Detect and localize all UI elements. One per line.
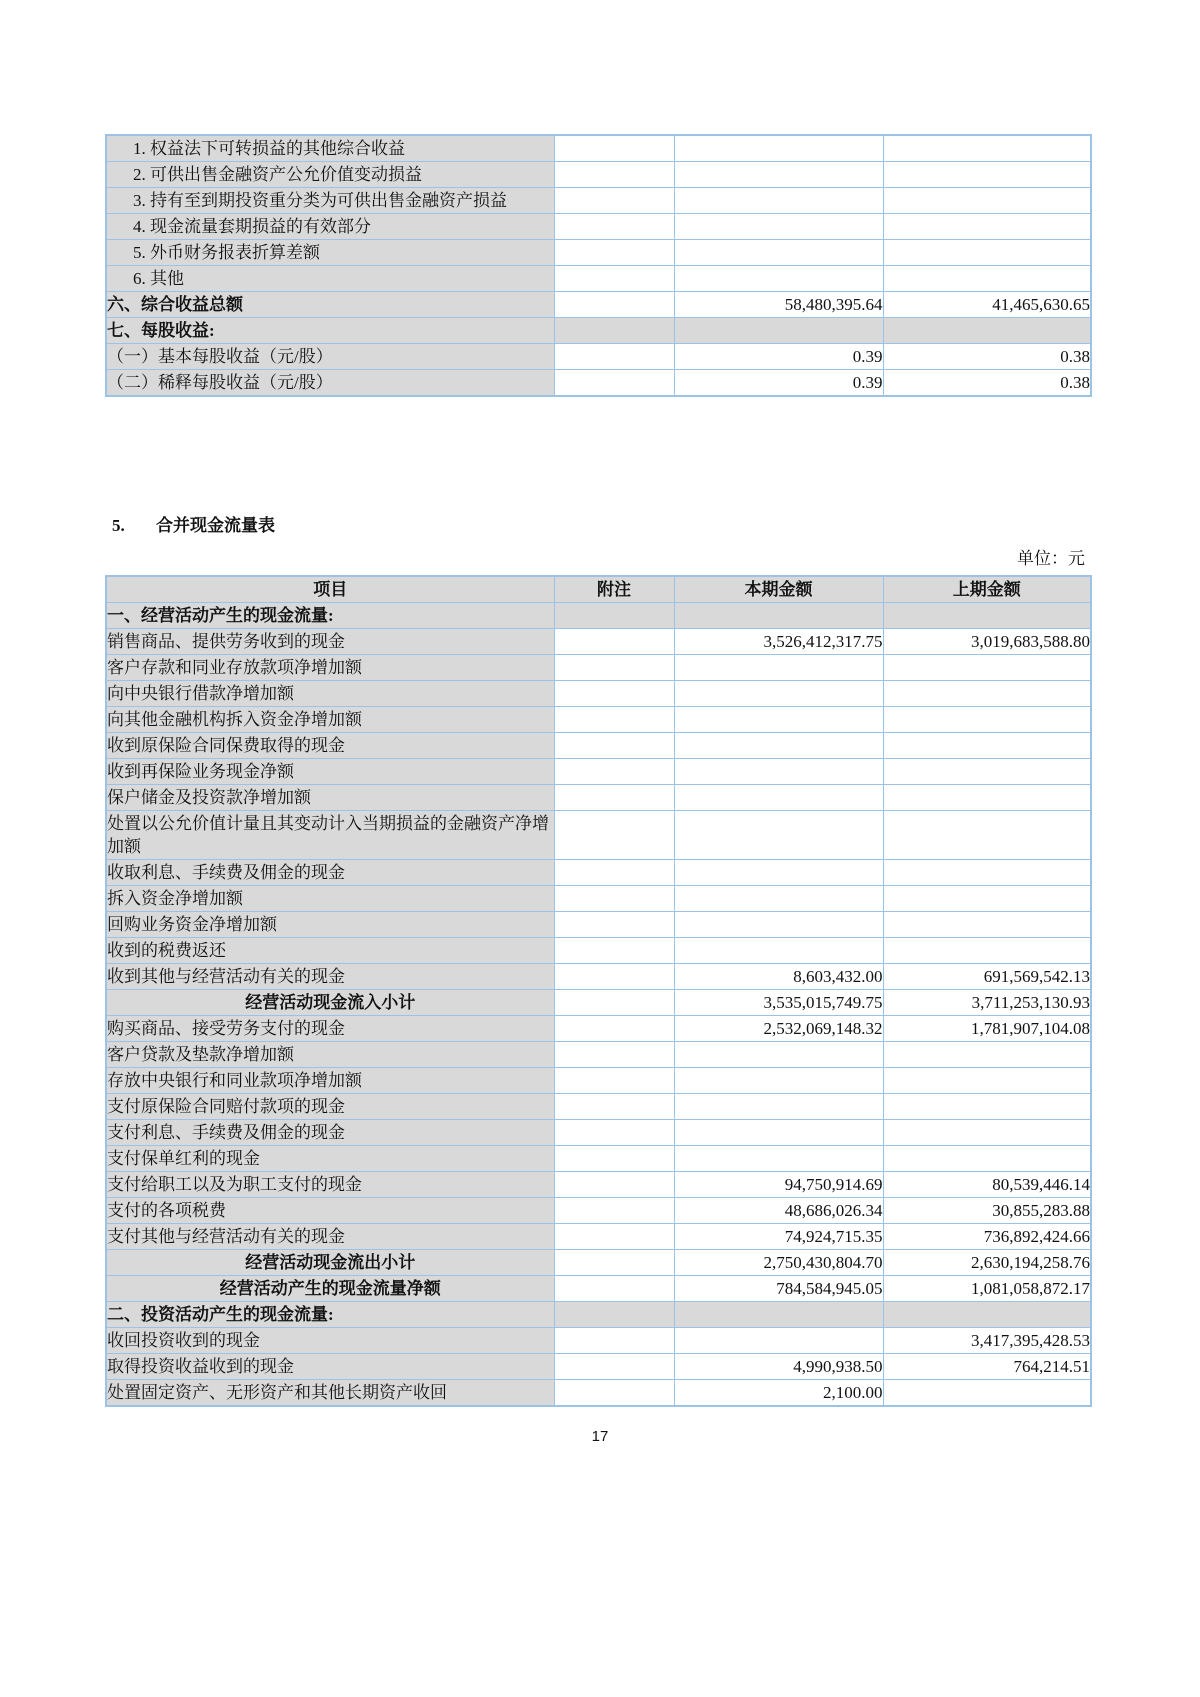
table-row — [106, 292, 1091, 318]
cell-current — [674, 135, 883, 162]
cell-note — [554, 733, 674, 759]
cell-note — [554, 162, 674, 188]
cell-note — [554, 603, 674, 629]
cell-label: 二、投资活动产生的现金流量: — [106, 1302, 554, 1328]
cell-note — [554, 1016, 674, 1042]
cell-note — [554, 912, 674, 938]
cell-prior — [883, 759, 1091, 785]
cell-current — [674, 886, 883, 912]
cell-current: 74,924,715.35 — [674, 1224, 883, 1250]
table-row — [106, 1198, 1091, 1224]
cell-current — [674, 681, 883, 707]
cell-prior: 0.38 — [883, 344, 1091, 370]
cell-current: 2,100.00 — [674, 1380, 883, 1407]
section-title-text: 合并现金流量表 — [156, 516, 275, 535]
cell-current — [674, 811, 883, 860]
cell-current — [674, 733, 883, 759]
cell-note — [554, 964, 674, 990]
cell-note — [554, 1250, 674, 1276]
cell-note — [554, 266, 674, 292]
cell-label: 处置固定资产、无形资产和其他长期资产收回 — [106, 1380, 554, 1407]
table-row — [106, 1172, 1091, 1198]
cell-prior — [883, 603, 1091, 629]
cell-note — [554, 886, 674, 912]
cell-current — [674, 860, 883, 886]
cell-prior — [883, 811, 1091, 860]
table-row — [106, 990, 1091, 1016]
cell-current — [674, 162, 883, 188]
cell-current — [674, 1120, 883, 1146]
table-row — [106, 162, 1091, 188]
cell-label: 4. 现金流量套期损益的有效部分 — [106, 214, 554, 240]
table-row — [106, 1328, 1091, 1354]
cell-current — [674, 785, 883, 811]
cell-current: 48,686,026.34 — [674, 1198, 883, 1224]
cell-note — [554, 1328, 674, 1354]
cell-prior — [883, 912, 1091, 938]
cell-prior — [883, 266, 1091, 292]
cell-prior — [883, 785, 1091, 811]
table-row — [106, 1276, 1091, 1302]
cell-label: 支付利息、手续费及佣金的现金 — [106, 1120, 554, 1146]
cell-note — [554, 1276, 674, 1302]
table-row — [106, 240, 1091, 266]
cell-current — [674, 240, 883, 266]
cell-current: 58,480,395.64 — [674, 292, 883, 318]
cell-label: 取得投资收益收到的现金 — [106, 1354, 554, 1380]
cell-label: 客户存款和同业存放款项净增加额 — [106, 655, 554, 681]
cell-prior — [883, 681, 1091, 707]
table-row — [106, 1016, 1091, 1042]
cell-prior: 0.38 — [883, 370, 1091, 397]
cell-label: 支付原保险合同赔付款项的现金 — [106, 1094, 554, 1120]
cell-prior — [883, 938, 1091, 964]
cell-note — [554, 785, 674, 811]
cell-prior: 3,711,253,130.93 — [883, 990, 1091, 1016]
cell-label: 2. 可供出售金融资产公允价值变动损益 — [106, 162, 554, 188]
table-row — [106, 759, 1091, 785]
table-row — [106, 1354, 1091, 1380]
cell-note — [554, 1224, 674, 1250]
column-header-current: 本期金额 — [674, 576, 883, 603]
cell-note — [554, 681, 674, 707]
cell-label: 3. 持有至到期投资重分类为可供出售金融资产损益 — [106, 188, 554, 214]
cell-prior: 3,019,683,588.80 — [883, 629, 1091, 655]
table-row — [106, 964, 1091, 990]
cell-label: 向其他金融机构拆入资金净增加额 — [106, 707, 554, 733]
cell-prior — [883, 318, 1091, 344]
table-row — [106, 860, 1091, 886]
cell-label: 一、经营活动产生的现金流量: — [106, 603, 554, 629]
cell-note — [554, 860, 674, 886]
cell-current — [674, 1328, 883, 1354]
cell-current — [674, 912, 883, 938]
cell-label: 客户贷款及垫款净增加额 — [106, 1042, 554, 1068]
cell-label: 6. 其他 — [106, 266, 554, 292]
cell-prior — [883, 707, 1091, 733]
cell-current — [674, 1302, 883, 1328]
table-row — [106, 912, 1091, 938]
cell-prior — [883, 886, 1091, 912]
column-header-note: 附注 — [554, 576, 674, 603]
income-statement-table-wrap — [105, 134, 1092, 397]
cell-current: 8,603,432.00 — [674, 964, 883, 990]
cell-current: 3,526,412,317.75 — [674, 629, 883, 655]
cell-label: 支付给职工以及为职工支付的现金 — [106, 1172, 554, 1198]
cell-prior — [883, 188, 1091, 214]
table-row — [106, 655, 1091, 681]
table-row — [106, 603, 1091, 629]
cell-note — [554, 135, 674, 162]
cell-label: 七、每股收益: — [106, 318, 554, 344]
unit-label: 单位：元 — [1017, 549, 1085, 568]
table-row — [106, 886, 1091, 912]
cell-note — [554, 188, 674, 214]
cell-prior: 764,214.51 — [883, 1354, 1091, 1380]
cell-label: 1. 权益法下可转损益的其他综合收益 — [106, 135, 554, 162]
cell-note — [554, 629, 674, 655]
cell-prior: 3,417,395,428.53 — [883, 1328, 1091, 1354]
table-row — [106, 214, 1091, 240]
table-row — [106, 785, 1091, 811]
cell-prior: 691,569,542.13 — [883, 964, 1091, 990]
cell-prior: 41,465,630.65 — [883, 292, 1091, 318]
cell-note — [554, 707, 674, 733]
cash-flow-table-wrap — [105, 575, 1092, 1407]
cell-current: 0.39 — [674, 344, 883, 370]
cell-note — [554, 1302, 674, 1328]
cell-prior — [883, 1302, 1091, 1328]
section-title — [112, 511, 275, 536]
column-header-prior: 上期金额 — [883, 576, 1091, 603]
table-row — [106, 1380, 1091, 1407]
cell-current: 2,532,069,148.32 — [674, 1016, 883, 1042]
table-row — [106, 1068, 1091, 1094]
cell-note — [554, 1068, 674, 1094]
cell-note — [554, 318, 674, 344]
cell-prior: 1,781,907,104.08 — [883, 1016, 1091, 1042]
cell-current — [674, 214, 883, 240]
cell-note — [554, 1172, 674, 1198]
table-row — [106, 938, 1091, 964]
cell-prior: 736,892,424.66 — [883, 1224, 1091, 1250]
cell-label: 收到再保险业务现金净额 — [106, 759, 554, 785]
cell-label: 收取利息、手续费及佣金的现金 — [106, 860, 554, 886]
cell-current — [674, 655, 883, 681]
cell-label: 5. 外币财务报表折算差额 — [106, 240, 554, 266]
cell-current: 784,584,945.05 — [674, 1276, 883, 1302]
cell-current — [674, 1094, 883, 1120]
cell-current — [674, 1068, 883, 1094]
cell-label: 收回投资收到的现金 — [106, 1328, 554, 1354]
table-row — [106, 318, 1091, 344]
cell-note — [554, 759, 674, 785]
cell-note — [554, 990, 674, 1016]
cell-note — [554, 344, 674, 370]
cell-note — [554, 240, 674, 266]
table-row — [106, 629, 1091, 655]
cell-prior — [883, 655, 1091, 681]
table-row — [106, 1250, 1091, 1276]
cell-prior — [883, 240, 1091, 266]
cell-label: 支付保单红利的现金 — [106, 1146, 554, 1172]
cell-note — [554, 1094, 674, 1120]
cash-flow-table — [105, 575, 1092, 1407]
cell-note — [554, 655, 674, 681]
table-row — [106, 344, 1091, 370]
cell-prior — [883, 162, 1091, 188]
cell-note — [554, 938, 674, 964]
cell-label: 购买商品、接受劳务支付的现金 — [106, 1016, 554, 1042]
table-row — [106, 681, 1091, 707]
cell-current — [674, 318, 883, 344]
table-row — [106, 370, 1091, 397]
cell-prior — [883, 1042, 1091, 1068]
cell-note — [554, 292, 674, 318]
cell-current — [674, 759, 883, 785]
cell-label: 处置以公允价值计量且其变动计入当期损益的金融资产净增加额 — [106, 811, 554, 860]
cell-label: 收到原保险合同保费取得的现金 — [106, 733, 554, 759]
cell-current — [674, 188, 883, 214]
cell-prior — [883, 860, 1091, 886]
cell-label: 六、综合收益总额 — [106, 292, 554, 318]
cell-prior: 1,081,058,872.17 — [883, 1276, 1091, 1302]
cell-current: 2,750,430,804.70 — [674, 1250, 883, 1276]
cell-prior — [883, 214, 1091, 240]
cell-note — [554, 1120, 674, 1146]
cell-label: 收到其他与经营活动有关的现金 — [106, 964, 554, 990]
cell-note — [554, 1380, 674, 1407]
cell-prior — [883, 1146, 1091, 1172]
table-row — [106, 1146, 1091, 1172]
cell-label: 拆入资金净增加额 — [106, 886, 554, 912]
table-row — [106, 135, 1091, 162]
cell-prior: 30,855,283.88 — [883, 1198, 1091, 1224]
table-row — [106, 811, 1091, 860]
cell-label: 支付的各项税费 — [106, 1198, 554, 1224]
cell-prior: 2,630,194,258.76 — [883, 1250, 1091, 1276]
cell-prior — [883, 733, 1091, 759]
table-row — [106, 1224, 1091, 1250]
cell-prior — [883, 1380, 1091, 1407]
cell-label: 销售商品、提供劳务收到的现金 — [106, 629, 554, 655]
cell-label: （二）稀释每股收益（元/股） — [106, 370, 554, 397]
cell-label: 向中央银行借款净增加额 — [106, 681, 554, 707]
cell-label: 经营活动产生的现金流量净额 — [106, 1276, 554, 1302]
income-statement-table — [105, 134, 1092, 397]
cell-prior — [883, 1068, 1091, 1094]
cell-note — [554, 214, 674, 240]
cell-label: 经营活动现金流出小计 — [106, 1250, 554, 1276]
cell-label: 经营活动现金流入小计 — [106, 990, 554, 1016]
cell-prior — [883, 1120, 1091, 1146]
table-row — [106, 1094, 1091, 1120]
cell-label: （一）基本每股收益（元/股） — [106, 344, 554, 370]
section-number: 5. — [112, 516, 125, 535]
table-row — [106, 1120, 1091, 1146]
cell-note — [554, 1198, 674, 1224]
table-row — [106, 733, 1091, 759]
column-header-item: 项目 — [106, 576, 554, 603]
cell-note — [554, 370, 674, 397]
cell-label: 支付其他与经营活动有关的现金 — [106, 1224, 554, 1250]
cell-note — [554, 1146, 674, 1172]
page-number: 17 — [591, 1428, 609, 1445]
cell-current: 0.39 — [674, 370, 883, 397]
cell-note — [554, 811, 674, 860]
cell-current — [674, 1042, 883, 1068]
cell-current — [674, 266, 883, 292]
cell-current — [674, 1146, 883, 1172]
table-row — [106, 1042, 1091, 1068]
cell-prior — [883, 135, 1091, 162]
table-row — [106, 188, 1091, 214]
cell-label: 存放中央银行和同业款项净增加额 — [106, 1068, 554, 1094]
cell-current — [674, 707, 883, 733]
cell-note — [554, 1354, 674, 1380]
cell-label: 保户储金及投资款净增加额 — [106, 785, 554, 811]
cell-prior — [883, 1094, 1091, 1120]
table-header-row — [106, 576, 1091, 603]
cell-label: 回购业务资金净增加额 — [106, 912, 554, 938]
cell-current: 94,750,914.69 — [674, 1172, 883, 1198]
cell-note — [554, 1042, 674, 1068]
table-row — [106, 266, 1091, 292]
cell-label: 收到的税费返还 — [106, 938, 554, 964]
cell-current: 3,535,015,749.75 — [674, 990, 883, 1016]
table-row — [106, 1302, 1091, 1328]
cell-prior: 80,539,446.14 — [883, 1172, 1091, 1198]
cell-current — [674, 603, 883, 629]
cell-current — [674, 938, 883, 964]
cell-current: 4,990,938.50 — [674, 1354, 883, 1380]
table-row — [106, 707, 1091, 733]
